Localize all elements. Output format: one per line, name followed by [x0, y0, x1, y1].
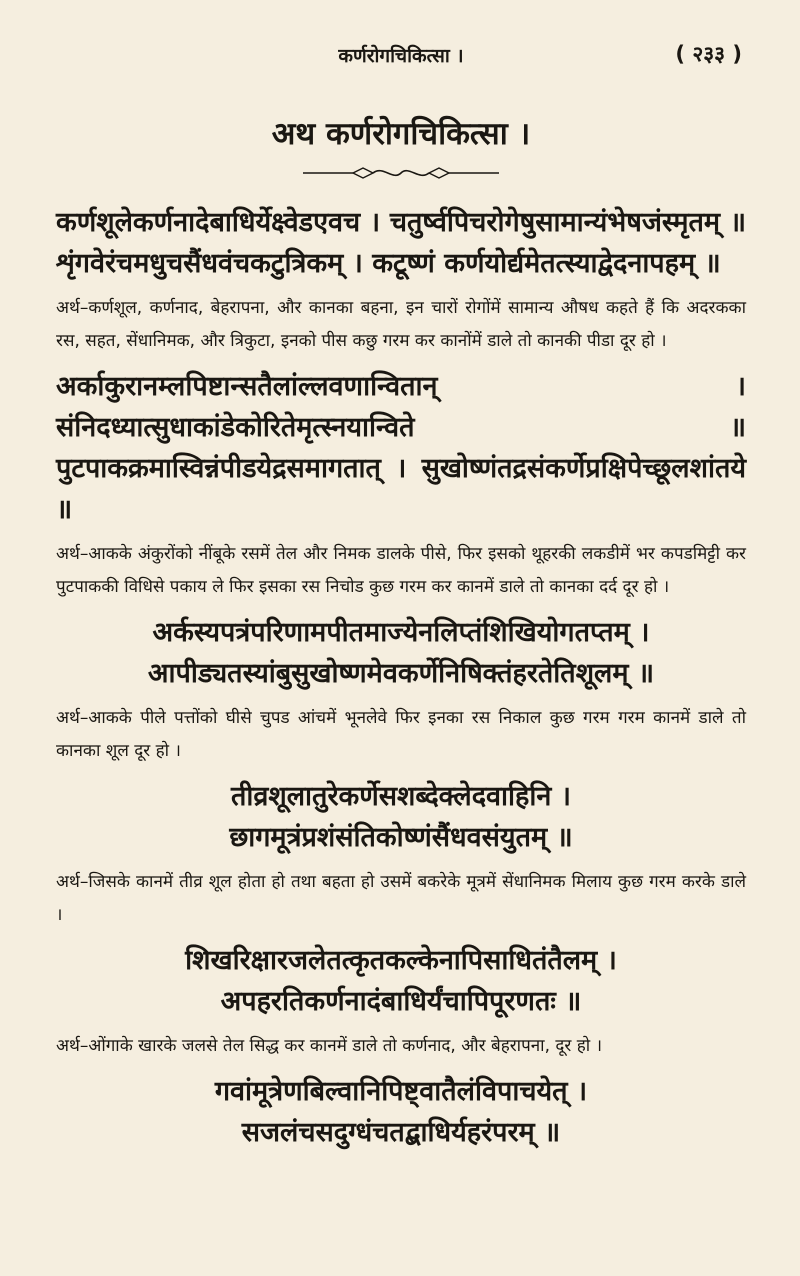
- running-title: कर्णरोगचिकित्सा ।: [338, 45, 464, 67]
- verse-block-1: [56, 202, 746, 358]
- hindi-meaning: अर्थ–आकके पीले पत्तोंको घीसे चुपड आंचमें भूनलेवे फिर इनका रस निकाल कुछ गरम गरम कानमें डाले तो कानका शूल दूर हो ।: [56, 708, 746, 761]
- verse-line: आपीड्यतस्यांबुसुखोष्णमेवकर्णेनिषिक्तंहरतेतिशूलम् ॥: [147, 658, 655, 689]
- verse-line: छागमूत्रंप्रशंसंतिकोष्णंसैंधवसंयुतम् ॥: [229, 822, 573, 853]
- chapter-title: अथ कर्णरोगचिकित्सा ।: [271, 116, 531, 152]
- sanskrit-verse: अर्काकुरानम्लपिष्टान्सतैलांल्लवणान्वितान् । संनिदध्यात्सुधाकांडेकोरितेमृत्स्नयान्विते ॥ पुटपाकक्रमास्विन्नंपीडयेद्रसमागतात् । सुखोष्णंतद्रसंकर्णेप्रक्षिपेच्छूलशांतये ॥: [56, 371, 746, 525]
- hindi-meaning: अर्थ–कर्णशूल, कर्णनाद, बेहरापना, और कानका बहना, इन चारों रोगोंमें सामान्य औषध कहते हैं कि अदरकका रस, सहत, सेंधानिमक, और त्रिकुटा, इनको पीस कछु गरम कर कानोंमें डाले तो कानकी पीडा दूर हो ।: [56, 298, 746, 351]
- verse-line: अपहरतिकर्णनादंबाधिर्यंचापिपूरणतः ॥: [220, 986, 582, 1017]
- verse-line: गवांमूत्रेणबिल्वानिपिष्ट्वातैलंविपाचयेत् ।: [214, 1076, 588, 1107]
- verse-block-5: [56, 940, 746, 1063]
- verse-block-6: [56, 1071, 746, 1153]
- sanskrit-verse: कर्णशूलेकर्णनादेबाधिर्येक्ष्वेडएवच । चतुर्ष्वपिचरोगेषुसामान्यंभेषजंस्मृतम् ॥ शृंगवेरंचमधुचसैंधवंचकटुत्रिकम् । कटूष्णं कर्णयोर्द्यमेतत्स्याद्वेदनापहम् ॥: [56, 207, 746, 279]
- verse-line: सजलंचसदुग्धंचतद्बाधिर्यहरंपरम् ॥: [241, 1117, 561, 1148]
- hindi-meaning: अर्थ–ओंगाके खारके जलसे तेल सिद्ध कर कानमें डाले तो कर्णनाद, और बेहरापना, दूर हो ।: [56, 1036, 603, 1056]
- verse-line: अर्कस्यपत्रंपरिणामपीतमाज्येनलिप्तंशिखियोगतप्तम् ।: [152, 617, 650, 648]
- verse-line: शिखरिक्षारजलेतत्कृतकल्केनापिसाधितंतैलम् ।: [185, 945, 617, 976]
- verse-line: तीव्रशूलातुरेकर्णेसशब्देक्लेदवाहिनि ।: [231, 781, 571, 812]
- decorative-divider-ornament: [301, 166, 501, 180]
- verse-block-2: [56, 366, 746, 604]
- hindi-meaning: अर्थ–आकके अंकुरोंको नींबूके रसमें तेल और निमक डालके पीसे, फिर इसको थूहरकी लकडीमें भर कपडमिट्टी कर पुटपाककी विधिसे पकाय ले फिर इसका रस निचोड कुछ गरम कर कानमें डाले तो कानका दर्द दूर हो ।: [56, 544, 746, 597]
- verse-block-4: [56, 776, 746, 932]
- verse-block-3: [56, 612, 746, 768]
- running-header: [56, 36, 746, 70]
- sanskrit-verse: [56, 612, 746, 694]
- sanskrit-verse: [56, 940, 746, 1022]
- book-page: [56, 36, 746, 1153]
- sanskrit-verse: [56, 776, 746, 858]
- hindi-meaning: अर्थ–जिसके कानमें तीव्र शूल होता हो तथा बहता हो उसमें बकरेके मूत्रमें सेंधानिमक मिलाय कुछ गरम करके डाले ।: [56, 872, 746, 925]
- page-number: ( २३३ ): [675, 42, 742, 66]
- sanskrit-verse: [56, 1071, 746, 1153]
